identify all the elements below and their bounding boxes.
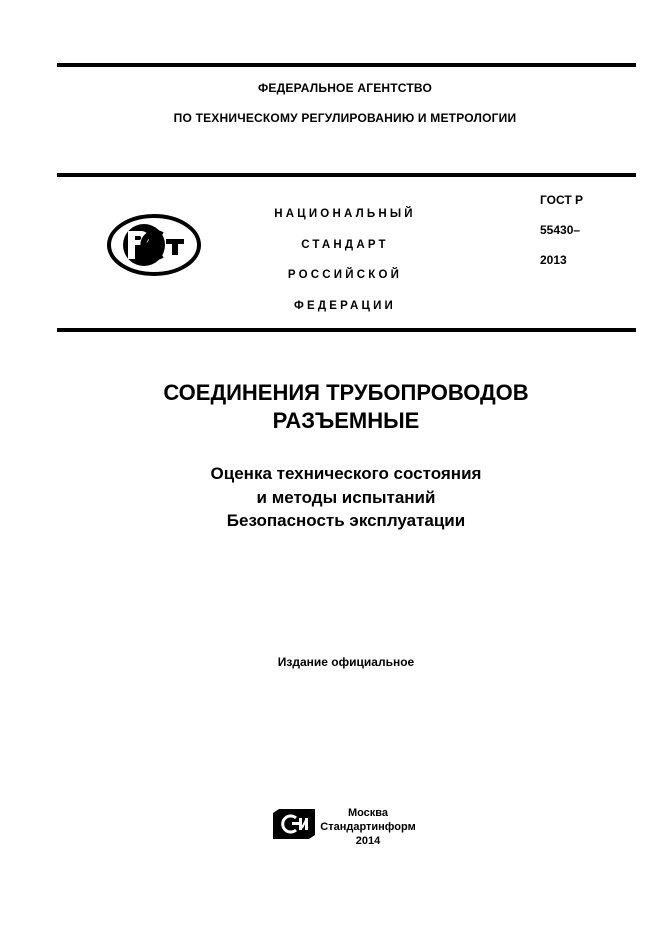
standard-bottom-rule <box>57 328 636 332</box>
agency-line-2: ПО ТЕХНИЧЕСКОМУ РЕГУЛИРОВАНИЮ И МЕТРОЛОГИИ <box>173 111 517 125</box>
document-title-line-1: СОЕДИНЕНИЯ ТРУБОПРОВОДОВ <box>163 380 529 405</box>
rst-certification-mark-icon <box>106 213 202 277</box>
standard-type-line-3: РОССИЙСКОЙ <box>287 269 403 281</box>
document-subtitle-line-1: Оценка технического состояния <box>210 464 482 483</box>
standartinform-logo-icon <box>272 808 316 840</box>
publisher-name: Стандартинформ <box>320 821 416 833</box>
gost-label: ГОСТ Р <box>540 193 584 207</box>
document-title-line-2: РАЗЪЕМНЫЕ <box>272 408 420 433</box>
publisher-city: Москва <box>347 807 389 819</box>
edition-label: Издание официальное <box>277 655 415 669</box>
publisher-year: 2014 <box>355 835 381 847</box>
standard-type-line-2: СТАНДАРТ <box>301 239 389 251</box>
agency-line-1: ФЕДЕРАЛЬНОЕ АГЕНТСТВО <box>257 81 432 95</box>
top-rule <box>57 63 636 67</box>
standard-top-rule <box>57 173 636 177</box>
gost-year: 2013 <box>540 253 567 267</box>
standard-type-line-4: ФЕДЕРАЦИИ <box>293 300 397 312</box>
document-subtitle-line-2: и методы испытаний <box>256 488 436 507</box>
gost-number: 55430– <box>540 223 581 237</box>
standard-type-line-1: НАЦИОНАЛЬНЫЙ <box>274 208 416 220</box>
document-subtitle-line-3: Безопасность эксплуатации <box>226 511 466 530</box>
